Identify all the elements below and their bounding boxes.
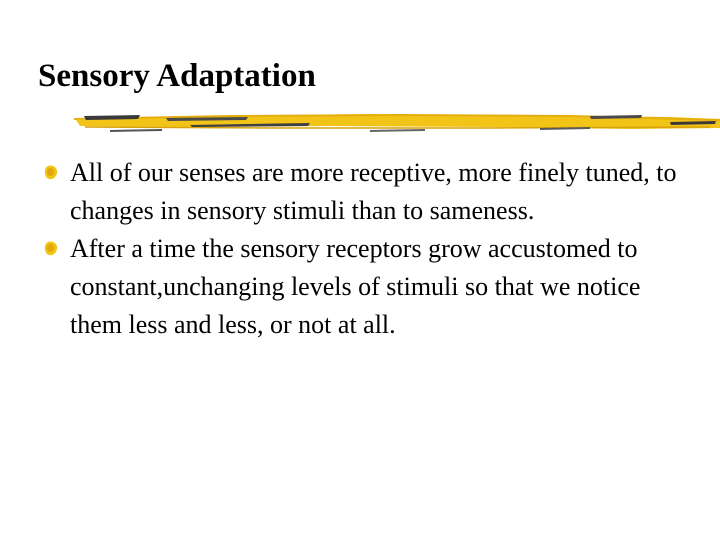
bullet-list [0, 154, 720, 344]
bullet-item [0, 154, 720, 230]
bullet-marker-icon [44, 240, 59, 257]
bullet-text: After a time the sensory receptors grow accustomed to constant,unchanging levels of stimuli so that we notice them less and less, or not at all. [70, 234, 641, 339]
slide-title: Sensory Adaptation [38, 58, 316, 94]
title-underline-brushstroke [70, 106, 720, 136]
bullet-marker-icon [44, 164, 59, 181]
bullet-item [0, 230, 720, 344]
bullet-text: All of our senses are more receptive, more finely tuned, to changes in sensory stimuli than to sameness. [70, 158, 677, 225]
